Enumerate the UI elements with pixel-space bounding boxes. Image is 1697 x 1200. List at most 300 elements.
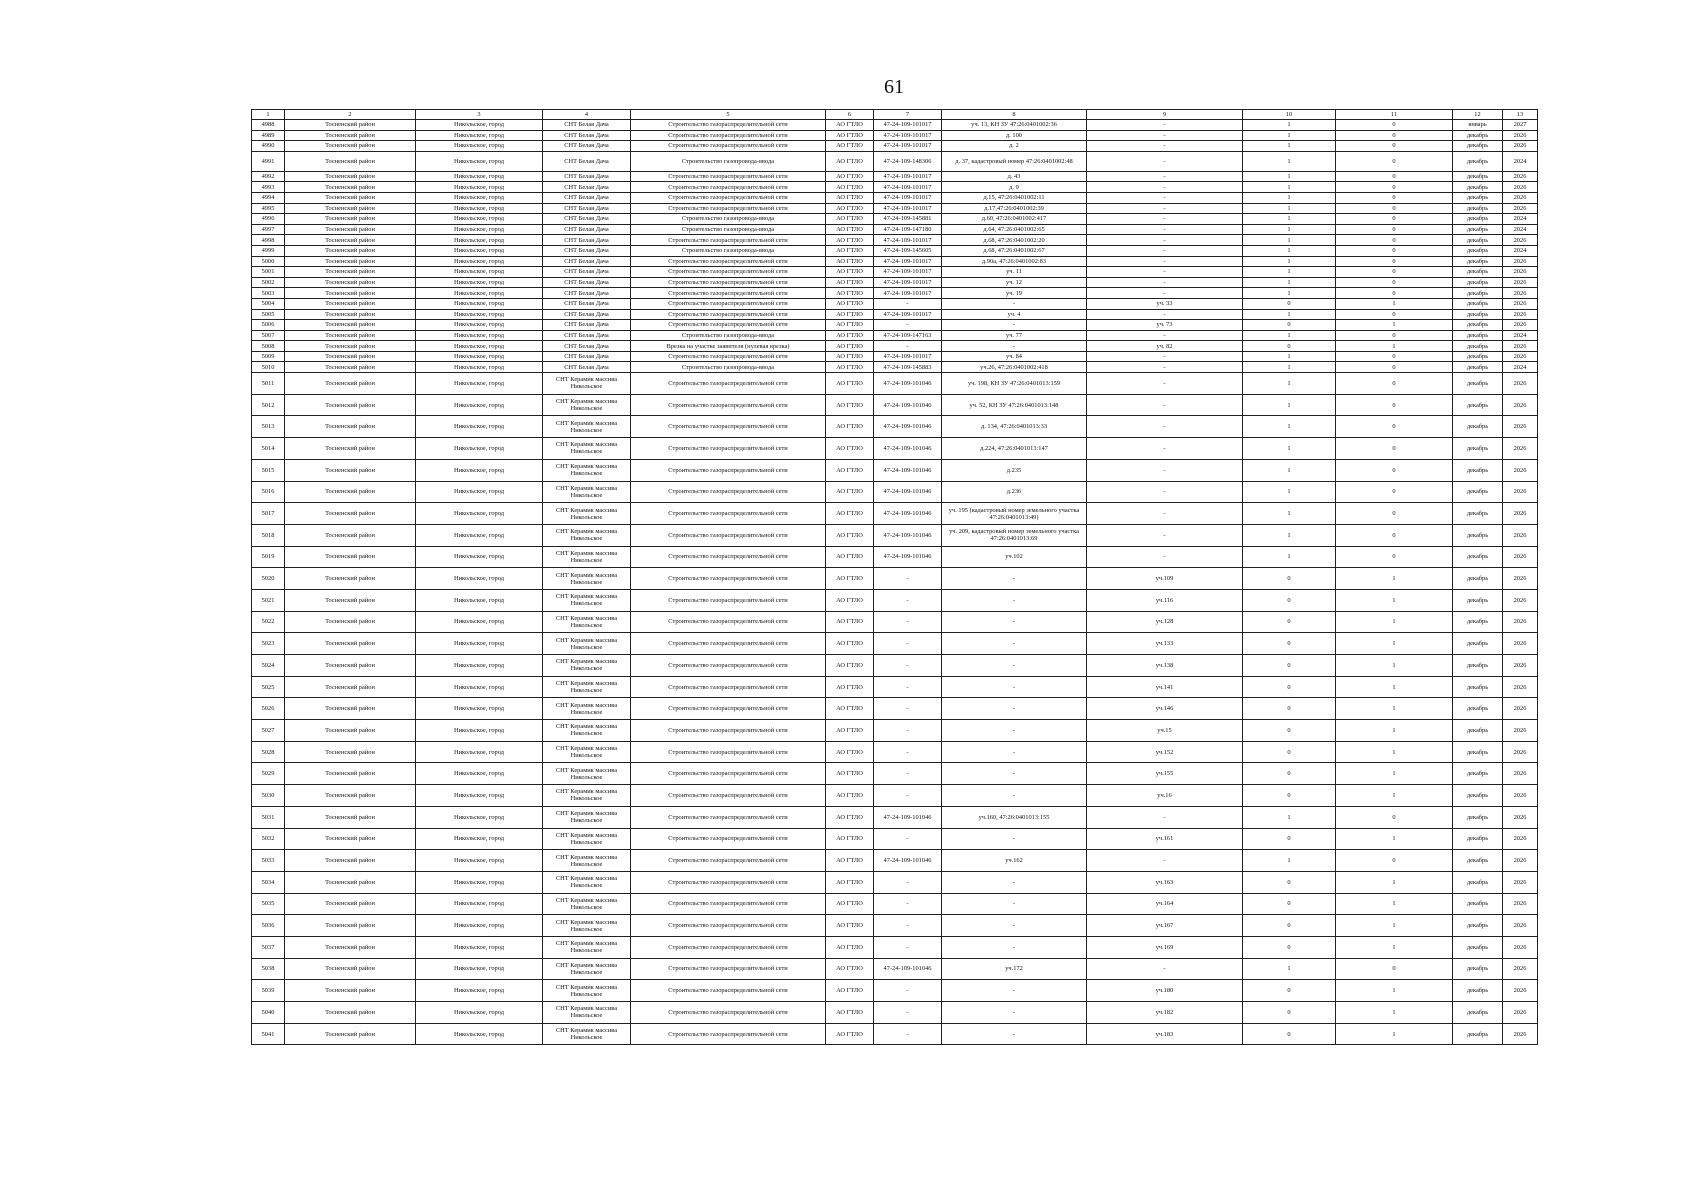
table-cell: СНТ Белая Дача (543, 130, 631, 141)
table-cell: д.224, 47:26:0401013:147 (942, 438, 1087, 460)
table-cell: уч.167 (1087, 915, 1243, 937)
table-cell: 5002 (252, 277, 285, 288)
table-cell: АО ГТЛО (826, 214, 874, 225)
table-cell: уч.163 (1087, 871, 1243, 893)
table-cell: уч. 84 (942, 351, 1087, 362)
table-cell: Тосненский район (285, 633, 416, 655)
table-cell: 0 (1243, 893, 1336, 915)
table-row (252, 298, 1538, 309)
table-cell: декабрь (1453, 182, 1503, 193)
table-cell: уч.164 (1087, 893, 1243, 915)
table-cell: СНТ Керамик массива Никольское (543, 893, 631, 915)
table-cell: - (1087, 438, 1243, 460)
table-cell: Тосненский район (285, 288, 416, 299)
table-cell: декабрь (1453, 224, 1503, 235)
table-cell: 0 (1243, 828, 1336, 850)
table-cell: 5019 (252, 546, 285, 568)
table-cell: 1 (1336, 341, 1453, 352)
table-cell: Тосненский район (285, 936, 416, 958)
table-cell: декабрь (1453, 214, 1503, 225)
table-cell: Тосненский район (285, 850, 416, 872)
table-cell: уч.160, 47:26:0401013:155 (942, 806, 1087, 828)
table-cell: АО ГТЛО (826, 698, 874, 720)
table-cell: 47-24-109-101046 (874, 806, 942, 828)
table-cell: 2026 (1503, 298, 1538, 309)
table-row (252, 267, 1538, 278)
table-cell: Никольское, город (416, 351, 543, 362)
table-cell: - (874, 655, 942, 677)
table-cell: Строительство газораспределительной сети (631, 438, 826, 460)
table-cell: 2026 (1503, 850, 1538, 872)
table-cell: Никольское, город (416, 546, 543, 568)
table-cell: 2026 (1503, 309, 1538, 320)
table-cell: Строительство газораспределительной сети (631, 416, 826, 438)
table-cell: 2026 (1503, 192, 1538, 203)
table-cell: 4992 (252, 171, 285, 182)
table-cell: 0 (1243, 763, 1336, 785)
table-cell: 1 (1336, 980, 1453, 1002)
table-row (252, 309, 1538, 320)
table-row (252, 1023, 1538, 1045)
table-row (252, 763, 1538, 785)
table-row (252, 546, 1538, 568)
table-cell: 0 (1336, 192, 1453, 203)
table-cell: 0 (1336, 459, 1453, 481)
table-cell: 1 (1243, 214, 1336, 225)
table-cell: 2026 (1503, 320, 1538, 331)
table-cell: Никольское, город (416, 171, 543, 182)
table-cell: 47-24-109-101017 (874, 235, 942, 246)
table-cell: 4998 (252, 235, 285, 246)
table-cell: - (874, 589, 942, 611)
table-cell: уч. 11 (942, 267, 1087, 278)
table-cell: уч.155 (1087, 763, 1243, 785)
table-cell: Никольское, город (416, 373, 543, 395)
table-cell: СНТ Керамик массива Никольское (543, 438, 631, 460)
table-cell: 5038 (252, 958, 285, 980)
table-cell: 1 (1336, 720, 1453, 742)
table-cell: АО ГТЛО (826, 130, 874, 141)
table-cell: СНТ Керамик массива Никольское (543, 936, 631, 958)
table-cell: СНТ Белая Дача (543, 309, 631, 320)
table-cell: декабрь (1453, 351, 1503, 362)
table-cell: Строительство газораспределительной сети (631, 698, 826, 720)
table-cell: - (1087, 459, 1243, 481)
table-cell: 5003 (252, 288, 285, 299)
table-cell: Никольское, город (416, 330, 543, 341)
table-cell: Никольское, город (416, 1023, 543, 1045)
table-cell: Строительство газораспределительной сети (631, 936, 826, 958)
table-cell: - (942, 720, 1087, 742)
table-cell: 2026 (1503, 871, 1538, 893)
table-row (252, 915, 1538, 937)
table-row (252, 120, 1538, 131)
table-cell: уч. 195 (кадастровый номер земельного участка 47:26:0401013:49) (942, 503, 1087, 525)
table-cell: Никольское, город (416, 320, 543, 331)
table-cell: СНТ Белая Дача (543, 182, 631, 193)
table-row (252, 330, 1538, 341)
table-cell: 1 (1243, 362, 1336, 373)
table-cell: 1 (1336, 741, 1453, 763)
table-cell: 1 (1336, 828, 1453, 850)
table-cell: 5034 (252, 871, 285, 893)
table-cell: декабрь (1453, 459, 1503, 481)
table-cell: декабрь (1453, 611, 1503, 633)
table-cell: 47-24-109-101046 (874, 394, 942, 416)
table-row (252, 611, 1538, 633)
header-cell: 1 (252, 110, 285, 120)
table-cell: 1 (1336, 611, 1453, 633)
table-cell: Никольское, город (416, 298, 543, 309)
table-cell: АО ГТЛО (826, 256, 874, 267)
table-cell: декабрь (1453, 438, 1503, 460)
table-cell: АО ГТЛО (826, 633, 874, 655)
table-cell: 1 (1243, 245, 1336, 256)
table-cell: Тосненский район (285, 130, 416, 141)
table-cell: Тосненский район (285, 893, 416, 915)
table-cell: декабрь (1453, 720, 1503, 742)
table-cell: Никольское, город (416, 141, 543, 152)
table-cell: декабрь (1453, 958, 1503, 980)
table-cell: 4991 (252, 151, 285, 171)
table-cell: Строительство газораспределительной сети (631, 633, 826, 655)
table-cell: - (942, 893, 1087, 915)
table-cell: 5000 (252, 256, 285, 267)
table-cell: Тосненский район (285, 481, 416, 503)
table-cell: 2026 (1503, 394, 1538, 416)
table-cell: 1 (1243, 151, 1336, 171)
table-cell: 4989 (252, 130, 285, 141)
table-cell: 47-24-109-101017 (874, 288, 942, 299)
table-cell: Тосненский район (285, 277, 416, 288)
table-cell: АО ГТЛО (826, 141, 874, 152)
table-cell: 5031 (252, 806, 285, 828)
table-cell: уч. 73 (1087, 320, 1243, 331)
table-cell: декабрь (1453, 245, 1503, 256)
table-cell: 2026 (1503, 373, 1538, 395)
table-cell: Строительство газораспределительной сети (631, 394, 826, 416)
table-cell: Никольское, город (416, 698, 543, 720)
table-cell: 2026 (1503, 546, 1538, 568)
table-cell: СНТ Керамик массива Никольское (543, 828, 631, 850)
table-cell: Строительство газораспределительной сети (631, 256, 826, 267)
table-cell: 2026 (1503, 958, 1538, 980)
table-cell: 4995 (252, 203, 285, 214)
table-cell: Никольское, город (416, 741, 543, 763)
table-cell: уч. 82 (1087, 341, 1243, 352)
table-cell: 2026 (1503, 203, 1538, 214)
table-cell: Тосненский район (285, 568, 416, 590)
table-cell: 0 (1336, 416, 1453, 438)
table-row (252, 235, 1538, 246)
table-cell: д.90а, 47:26:0401002:83 (942, 256, 1087, 267)
table-cell: 1 (1243, 192, 1336, 203)
table-cell: 4997 (252, 224, 285, 235)
table-cell: д.17,47:26:0401002:39 (942, 203, 1087, 214)
data-table (251, 109, 1538, 1045)
table-row (252, 192, 1538, 203)
table-row (252, 633, 1538, 655)
table-cell: СНТ Белая Дача (543, 320, 631, 331)
table-cell: Никольское, город (416, 245, 543, 256)
table-row (252, 503, 1538, 525)
table-cell: - (874, 828, 942, 850)
table-cell: 1 (1243, 141, 1336, 152)
table-cell: АО ГТЛО (826, 958, 874, 980)
table-row (252, 203, 1538, 214)
table-cell: АО ГТЛО (826, 503, 874, 525)
table-cell: Никольское, город (416, 980, 543, 1002)
table-cell: 5029 (252, 763, 285, 785)
table-cell: СНТ Керамик массива Никольское (543, 958, 631, 980)
table-cell: д.68, 47:26:0401002:20 (942, 235, 1087, 246)
table-cell: 0 (1336, 203, 1453, 214)
table-cell: АО ГТЛО (826, 288, 874, 299)
table-cell: 1 (1243, 394, 1336, 416)
table-cell: д. 100 (942, 130, 1087, 141)
table-cell: декабрь (1453, 130, 1503, 141)
table-cell: - (874, 936, 942, 958)
table-cell: АО ГТЛО (826, 245, 874, 256)
table-cell: Строительство газораспределительной сети (631, 192, 826, 203)
table-cell: д. 37, кадастровый номер 47:26:0401002:48 (942, 151, 1087, 171)
table-cell: 47-24-109-147180 (874, 224, 942, 235)
table-cell: Строительство газораспределительной сети (631, 611, 826, 633)
table-cell: АО ГТЛО (826, 720, 874, 742)
table-cell: Никольское, город (416, 589, 543, 611)
table-cell: - (942, 611, 1087, 633)
table-cell: Строительство газораспределительной сети (631, 1023, 826, 1045)
table-cell: - (1087, 330, 1243, 341)
table-cell: АО ГТЛО (826, 171, 874, 182)
table-cell: 0 (1336, 224, 1453, 235)
table-cell: Никольское, город (416, 130, 543, 141)
table-cell: 0 (1336, 245, 1453, 256)
table-cell: Никольское, город (416, 633, 543, 655)
table-cell: АО ГТЛО (826, 524, 874, 546)
table-row (252, 245, 1538, 256)
header-cell: 4 (543, 110, 631, 120)
table-cell: Тосненский район (285, 980, 416, 1002)
table-cell: 1 (1336, 893, 1453, 915)
table-cell: 0 (1336, 256, 1453, 267)
table-cell: 4988 (252, 120, 285, 131)
table-cell: 2026 (1503, 459, 1538, 481)
table-cell: Никольское, город (416, 256, 543, 267)
table-cell: АО ГТЛО (826, 192, 874, 203)
table-cell: декабрь (1453, 915, 1503, 937)
table-cell: 1 (1336, 698, 1453, 720)
table-cell: 2024 (1503, 214, 1538, 225)
table-cell: 47-24-109-101017 (874, 192, 942, 203)
table-cell: Тосненский район (285, 362, 416, 373)
table-cell: СНТ Белая Дача (543, 171, 631, 182)
table-row (252, 320, 1538, 331)
table-cell: - (1087, 120, 1243, 131)
table-cell: Строительство газораспределительной сети (631, 503, 826, 525)
table-cell: Строительство газораспределительной сети (631, 267, 826, 278)
table-cell: Строительство газораспределительной сети (631, 589, 826, 611)
table-cell: Никольское, город (416, 182, 543, 193)
table-cell: Тосненский район (285, 785, 416, 807)
table-cell: Строительство газораспределительной сети (631, 120, 826, 131)
table-cell: - (1087, 151, 1243, 171)
table-row (252, 524, 1538, 546)
table-cell: Тосненский район (285, 763, 416, 785)
table-cell: декабрь (1453, 698, 1503, 720)
table-cell: декабрь (1453, 589, 1503, 611)
table-cell: Строительство газораспределительной сети (631, 1002, 826, 1024)
table-cell: - (1087, 235, 1243, 246)
table-cell: АО ГТЛО (826, 1002, 874, 1024)
table-cell: декабрь (1453, 141, 1503, 152)
table-cell: Строительство газораспределительной сети (631, 958, 826, 980)
table-cell: Строительство газораспределительной сети (631, 351, 826, 362)
table-cell: - (874, 1002, 942, 1024)
table-cell: 2026 (1503, 741, 1538, 763)
table-cell: 47-24-109-101046 (874, 524, 942, 546)
table-row (252, 589, 1538, 611)
table-cell: Строительство газораспределительной сети (631, 288, 826, 299)
table-cell: СНТ Белая Дача (543, 151, 631, 171)
table-cell: СНТ Керамик массива Никольское (543, 655, 631, 677)
table-cell: уч.26, 47:26:0401002:418 (942, 362, 1087, 373)
table-cell: Строительство газораспределительной сети (631, 655, 826, 677)
table-row (252, 438, 1538, 460)
table-row (252, 256, 1538, 267)
table-cell: 0 (1336, 481, 1453, 503)
table-cell: СНТ Белая Дача (543, 277, 631, 288)
table-cell: Тосненский район (285, 245, 416, 256)
table-cell: 5005 (252, 309, 285, 320)
table-cell: декабрь (1453, 806, 1503, 828)
table-cell: - (1087, 524, 1243, 546)
table-cell: Строительство газораспределительной сети (631, 915, 826, 937)
table-cell: 47-24-109-101017 (874, 171, 942, 182)
table-cell: 47-24-109-101046 (874, 481, 942, 503)
table-cell: Тосненский район (285, 224, 416, 235)
table-cell: уч.162 (942, 850, 1087, 872)
table-cell: уч.172 (942, 958, 1087, 980)
table-cell: - (1087, 958, 1243, 980)
table-cell: Тосненский район (285, 459, 416, 481)
table-row (252, 459, 1538, 481)
table-cell: - (1087, 182, 1243, 193)
table-cell: 1 (1243, 958, 1336, 980)
table-cell: Строительство газораспределительной сети (631, 524, 826, 546)
table-row (252, 141, 1538, 152)
table-cell: декабрь (1453, 256, 1503, 267)
table-cell: СНТ Керамик массива Никольское (543, 915, 631, 937)
table-cell: декабрь (1453, 828, 1503, 850)
table-cell: 2026 (1503, 936, 1538, 958)
table-cell: АО ГТЛО (826, 320, 874, 331)
table-cell: СНТ Белая Дача (543, 298, 631, 309)
table-cell: - (1087, 309, 1243, 320)
table-row (252, 698, 1538, 720)
table-cell: СНТ Керамик массива Никольское (543, 720, 631, 742)
table-cell: декабрь (1453, 330, 1503, 341)
table-cell: Строительство газораспределительной сети (631, 806, 826, 828)
table-cell: декабрь (1453, 192, 1503, 203)
table-cell: уч.182 (1087, 1002, 1243, 1024)
table-row (252, 850, 1538, 872)
table-cell: АО ГТЛО (826, 763, 874, 785)
table-cell: СНТ Керамик массива Никольское (543, 763, 631, 785)
table-cell: 2026 (1503, 589, 1538, 611)
table-cell: - (1087, 373, 1243, 395)
table-cell: 47-24-109-101046 (874, 546, 942, 568)
table-cell: 5020 (252, 568, 285, 590)
table-cell: 4994 (252, 192, 285, 203)
table-cell: декабрь (1453, 288, 1503, 299)
header-cell: 6 (826, 110, 874, 120)
table-cell: 2026 (1503, 568, 1538, 590)
table-cell: уч.16 (1087, 785, 1243, 807)
table-row (252, 394, 1538, 416)
table-cell: 5014 (252, 438, 285, 460)
table-cell: 1 (1243, 351, 1336, 362)
table-cell: 47-24-109-145605 (874, 245, 942, 256)
table-cell: Никольское, город (416, 655, 543, 677)
table-cell: - (874, 320, 942, 331)
table-cell: уч.102 (942, 546, 1087, 568)
table-cell: 5023 (252, 633, 285, 655)
table-cell: Тосненский район (285, 309, 416, 320)
table-cell: 0 (1336, 288, 1453, 299)
table-cell: 5037 (252, 936, 285, 958)
table-cell: 4999 (252, 245, 285, 256)
table-cell: СНТ Белая Дача (543, 351, 631, 362)
table-cell: 5032 (252, 828, 285, 850)
table-cell: 5010 (252, 362, 285, 373)
table-cell: 1 (1243, 850, 1336, 872)
table-cell: уч. 77 (942, 330, 1087, 341)
table-cell: уч. 33 (1087, 298, 1243, 309)
table-cell: 2026 (1503, 763, 1538, 785)
table-row (252, 676, 1538, 698)
table-cell: - (1087, 130, 1243, 141)
table-cell: - (874, 698, 942, 720)
table-cell: Тосненский район (285, 203, 416, 214)
table-cell: 0 (1243, 871, 1336, 893)
table-cell: Тосненский район (285, 698, 416, 720)
table-cell: 0 (1336, 330, 1453, 341)
table-cell: декабрь (1453, 785, 1503, 807)
table-cell: декабрь (1453, 416, 1503, 438)
table-cell: АО ГТЛО (826, 277, 874, 288)
table-cell: д.68, 47:26:0401002:67 (942, 245, 1087, 256)
table-row (252, 741, 1538, 763)
table-cell: 5024 (252, 655, 285, 677)
table-cell: декабрь (1453, 503, 1503, 525)
table-cell: 5026 (252, 698, 285, 720)
table-cell: 5027 (252, 720, 285, 742)
table-cell: уч.109 (1087, 568, 1243, 590)
table-cell: - (1087, 245, 1243, 256)
table-cell: АО ГТЛО (826, 203, 874, 214)
table-cell: 0 (1243, 676, 1336, 698)
table-cell: 2026 (1503, 416, 1538, 438)
header-cell: 13 (1503, 110, 1538, 120)
table-cell: 0 (1243, 320, 1336, 331)
table-cell: Тосненский район (285, 524, 416, 546)
table-cell: 2026 (1503, 524, 1538, 546)
table-cell: 2026 (1503, 438, 1538, 460)
table-cell: СНТ Керамик массива Никольское (543, 741, 631, 763)
table-cell: Тосненский район (285, 256, 416, 267)
table-cell: СНТ Керамик массива Никольское (543, 698, 631, 720)
